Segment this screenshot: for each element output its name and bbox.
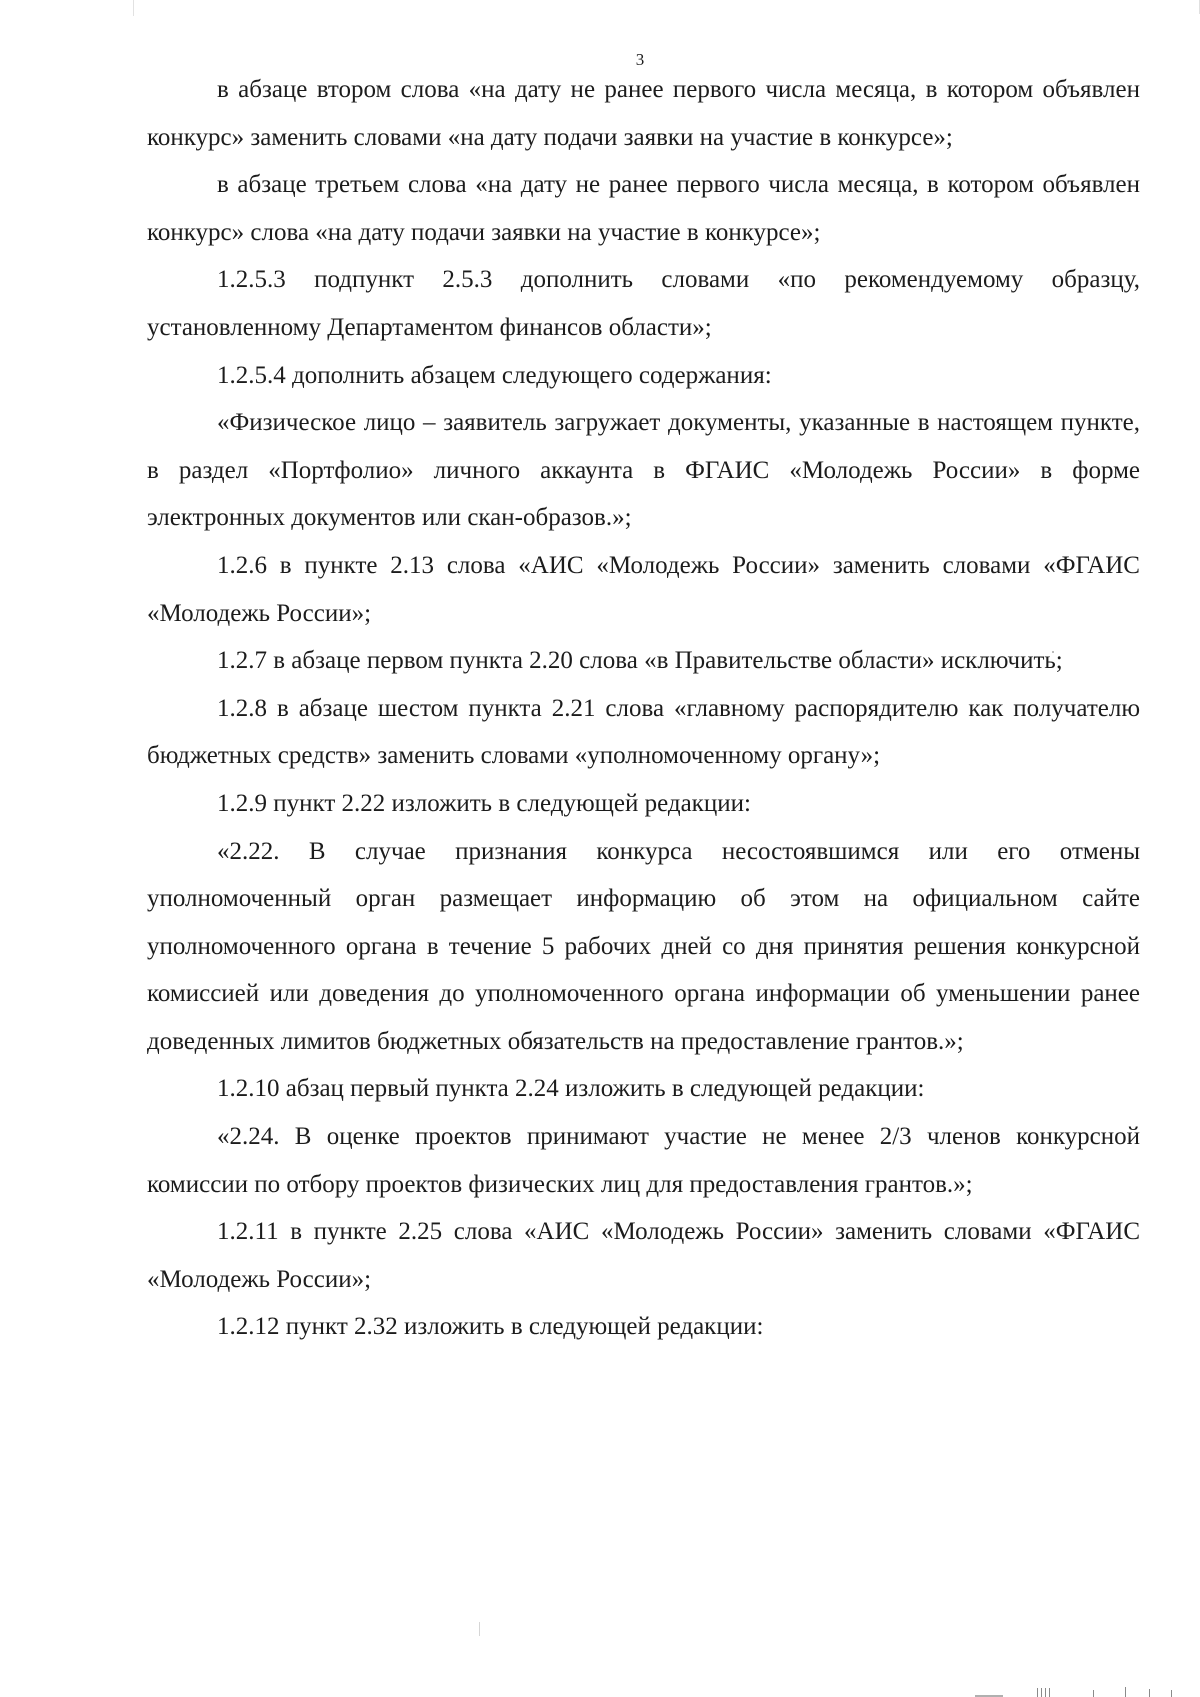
scan-artifact-line (479, 1622, 480, 1636)
document-body (147, 66, 1140, 1351)
paragraph-quote-2-22: «2.22. В случае признания конкурса несостоявшимся или его отмены уполномоченный орган размещает информацию об этом на официальном сайте уполномоченного органа в течение 5 рабочих дней со дня принятия решения конкурсной комиссией или доведения до уполномоченного органа информации об уменьшении ранее доведенных лимитов бюджетных обязательств на предоставление грантов.»; (147, 837, 1140, 1055)
paragraph-abzac-vtoroj: в абзаце втором слова «на дату не ранее первого числа месяца, в котором объявлен конкурс» заменить словами «на дату подачи заявки на участие в конкурсе»; (147, 76, 1140, 151)
paragraph-1-2-11: 1.2.11 в пункте 2.25 слова «АИС «Молодежь России» заменить словами «ФГАИС «Молодежь России»; (147, 1218, 1140, 1293)
paragraph-abzac-tretij: в абзаце третьем слова «на дату не ранее первого числа месяца, в котором объявлен конкурс» слова «на дату подачи заявки на участие в конкурсе»; (147, 171, 1140, 246)
paragraph-1-2-10: 1.2.10 абзац первый пункта 2.24 изложить в следующей редакции: (217, 1075, 925, 1103)
paragraph-1-2-12: 1.2.12 пункт 2.32 изложить в следующей редакции: (217, 1313, 764, 1341)
scan-footer-artifact (975, 1686, 1175, 1697)
scan-artifact-line (133, 0, 134, 16)
page-number: 3 (635, 50, 645, 69)
paragraph-1-2-5-4: 1.2.5.4 дополнить абзацем следующего содержания: (217, 361, 772, 389)
paragraph-1-2-6: 1.2.6 в пункте 2.13 слова «АИС «Молодежь России» заменить словами «ФГАИС «Молодежь России»; (147, 551, 1140, 627)
paragraph-quote-fizicheskoe-lico: «Физическое лицо – заявитель загружает документы, указанные в настоящем пункте, в раздел «Портфолио» личного аккаунта в ФГАИС «Молодежь России» в форме электронных документов или скан-образов.»; (147, 409, 1140, 532)
paragraph-1-2-9: 1.2.9 пункт 2.22 изложить в следующей редакции: (217, 789, 751, 817)
paragraph-1-2-5-3: 1.2.5.3 подпункт 2.5.3 дополнить словами «по рекомендуемому образцу, установленному Департаментом финансов области»; (147, 266, 1140, 341)
paragraph-1-2-8: 1.2.8 в абзаце шестом пункта 2.21 слова «главному распорядителю как получателю бюджетных средств» заменить словами «уполномоченному органу»; (147, 694, 1140, 770)
paragraph-quote-2-24: «2.24. В оценке проектов принимают участие не менее 2/3 членов конкурсной комиссии по отбору проектов физических лиц для предоставления грантов.»; (147, 1123, 1140, 1198)
paragraph-1-2-7: 1.2.7 в абзаце первом пункта 2.20 слова «в Правительстве области» исключить; (217, 647, 1063, 675)
